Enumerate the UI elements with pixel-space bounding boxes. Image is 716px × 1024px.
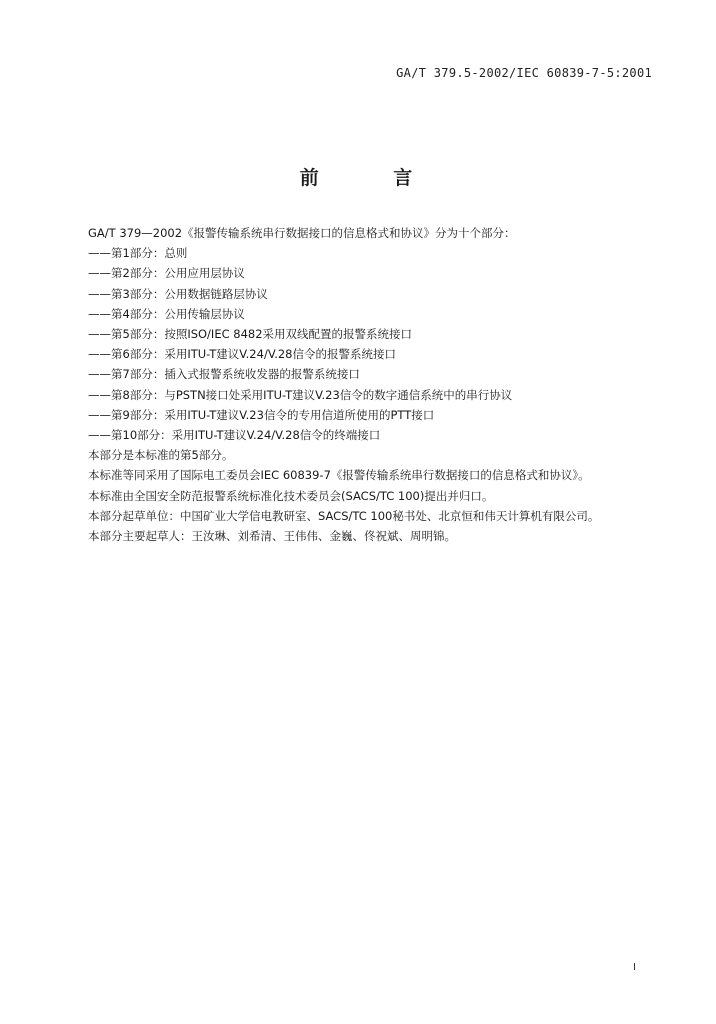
list-item-part-8: ——第8部分：与PSTN接口处采用ITU-T建议V.23信令的数字通信系统中的串行协议	[88, 387, 513, 402]
paragraph-proposer: 本标准由全国安全防范报警系统标准化技术委员会(SACS/TC 100)提出并归口。	[88, 488, 494, 503]
page-title: 前 言	[299, 167, 447, 189]
paragraph-drafters: 本部分主要起草人：王汝琳、刘希清、王伟伟、金巍、佟祝斌、周明锦。	[88, 529, 456, 544]
list-item-part-3: ——第3部分：公用数据链路层协议	[88, 286, 268, 301]
document-body	[64, 223, 658, 546]
standard-code: GA/T 379.5-2002/IEC 60839-7-5:2001	[396, 66, 652, 80]
page-number: I	[633, 962, 636, 973]
paragraph-drafting-units: 本部分起草单位：中国矿业大学信电教研室、SACS/TC 100秘书处、北京恒和伟天计算机有限公司。	[88, 508, 600, 523]
list-item-part-6: ——第6部分：采用ITU-T建议V.24/V.28信令的报警系统接口	[88, 347, 396, 362]
paragraph-adoption: 本标准等同采用了国际电工委员会IEC 60839-7《报警传输系统串行数据接口的信息格式和协议》。	[88, 468, 590, 483]
list-item-part-9: ——第9部分：采用ITU-T建议V.23信令的专用信道所使用的PTT接口	[88, 407, 435, 422]
paragraph-part-statement: 本部分是本标准的第5部分。	[88, 448, 234, 463]
list-item-part-5: ——第5部分：按照ISO/IEC 8482采用双线配置的报警系统接口	[88, 327, 413, 342]
intro-paragraph: GA/T 379—2002《报警传输系统串行数据接口的信息格式和协议》分为十个部分：	[88, 226, 516, 240]
list-item-part-4: ——第4部分：公用传输层协议	[88, 306, 245, 321]
list-item-part-10: ——第10部分：采用ITU-T建议V.24/V.28信令的终端接口	[88, 428, 381, 443]
list-item-part-2: ——第2部分：公用应用层协议	[88, 266, 245, 281]
list-item-part-7: ——第7部分：插入式报警系统收发器的报警系统接口	[88, 367, 360, 382]
list-item-part-1: ——第1部分：总则	[88, 246, 188, 261]
